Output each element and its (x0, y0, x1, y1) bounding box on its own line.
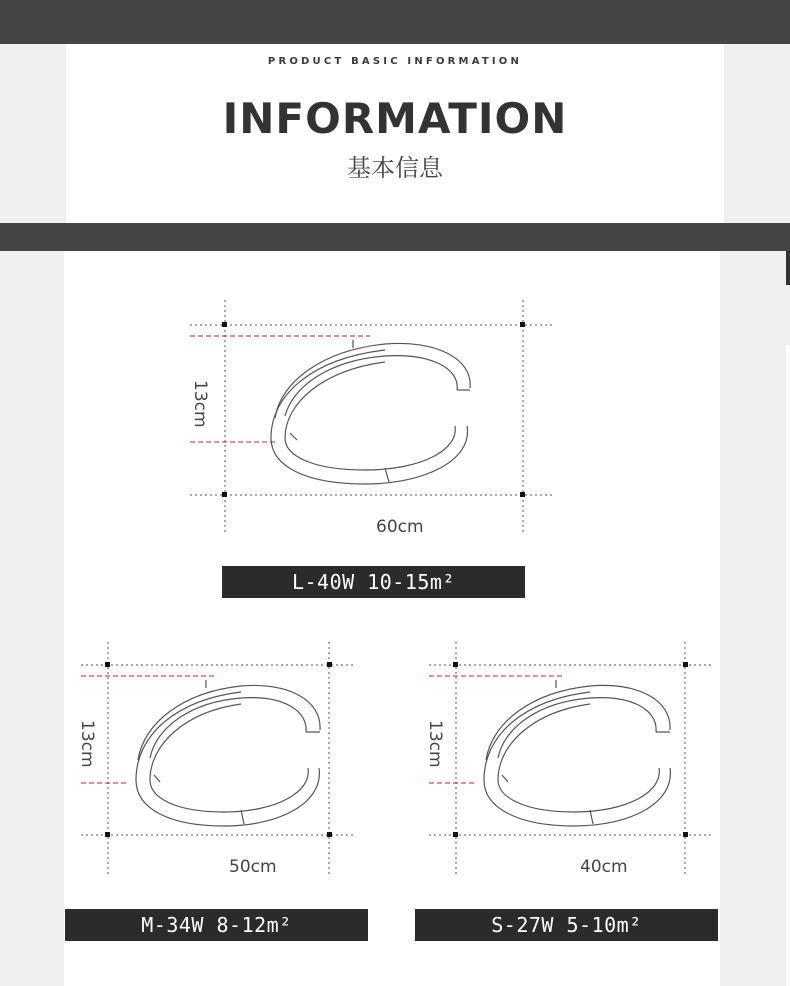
width-label: 40cm (580, 857, 628, 877)
section-subtitle: PRODUCT BASIC INFORMATION (267, 56, 523, 67)
product-label-medium: M-34W 8-12m² (65, 909, 368, 941)
section-title: INFORMATION (222, 94, 568, 143)
width-label: 50cm (229, 857, 277, 877)
dimension-guides (429, 642, 712, 874)
product-diagram-small (424, 640, 714, 880)
top-band (0, 0, 790, 44)
dimension-guides (190, 300, 555, 532)
product-label-large: L-40W 10-15m² (222, 566, 525, 598)
ring-lamp-drawing (484, 680, 670, 826)
divider-band (0, 223, 790, 251)
side-strip (786, 251, 790, 285)
height-label: 13cm (425, 720, 445, 768)
product-diagram-large (185, 298, 565, 538)
product-label-small: S-27W 5-10m² (415, 909, 718, 941)
height-label: 13cm (77, 720, 97, 768)
section-title-cn: 基本信息 (347, 154, 443, 182)
ring-lamp-drawing (136, 680, 320, 826)
product-diagram-medium (76, 640, 366, 880)
height-label: 13cm (190, 380, 210, 428)
width-label: 60cm (376, 517, 424, 537)
ring-lamp-drawing (271, 340, 470, 484)
dimension-guides (81, 642, 356, 874)
side-strip-light (786, 345, 790, 986)
